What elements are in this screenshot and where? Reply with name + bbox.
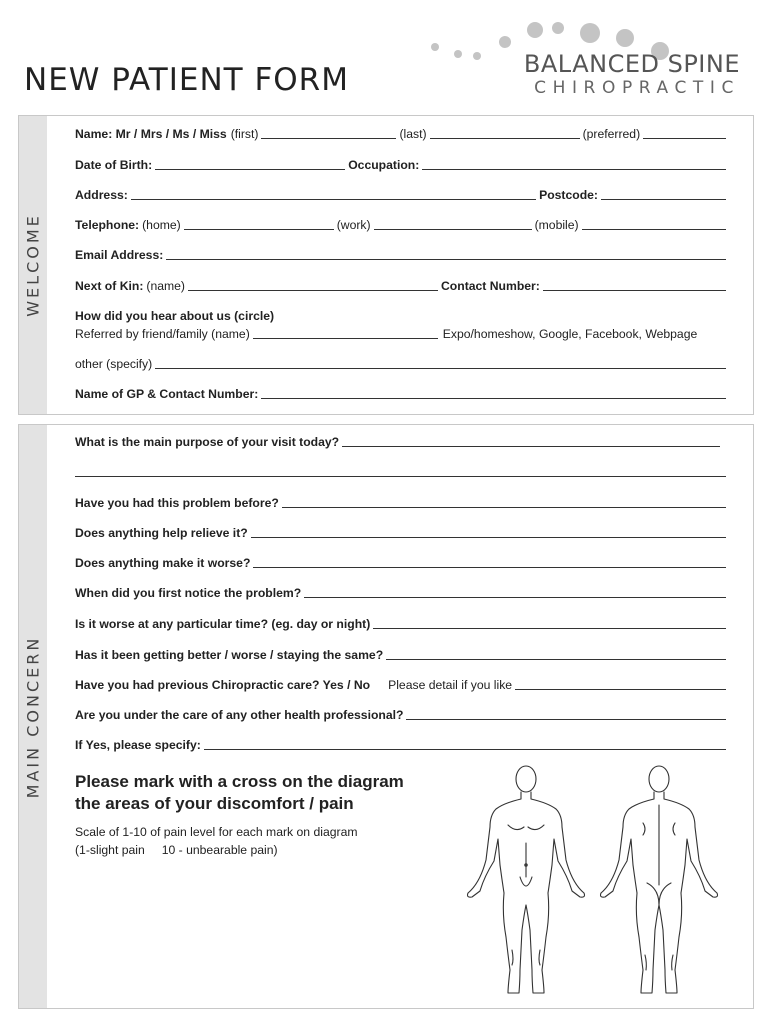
first-notice-label: When did you first notice the problem?	[75, 586, 302, 600]
address-field[interactable]	[131, 199, 536, 200]
pain-scale-line-1: Scale of 1-10 of pain level for each mark on diagram	[75, 825, 358, 839]
diagram-heading	[75, 771, 404, 815]
relieve-row	[75, 526, 729, 540]
specify-label: If Yes, please specify:	[75, 738, 201, 752]
dob-field[interactable]	[155, 169, 345, 170]
trend-field[interactable]	[386, 659, 726, 660]
pain-scale-line-2: (1-slight pain 10 - unbearable pain)	[75, 843, 278, 857]
referral-name-field[interactable]	[253, 338, 438, 339]
welcome-band	[19, 116, 47, 414]
body-front-figure[interactable]	[464, 765, 589, 1000]
name-row	[75, 127, 729, 141]
worse-time-field[interactable]	[373, 628, 726, 629]
referral-label: Referred by friend/family (name)	[75, 327, 250, 341]
preferred-name-label: (preferred)	[582, 127, 641, 141]
mobile-phone-label: (mobile)	[534, 218, 579, 232]
worse-row	[75, 556, 729, 570]
other-professional-label: Are you under the care of any other health professional?	[75, 708, 404, 722]
other-professional-field[interactable]	[406, 719, 726, 720]
next-of-kin-name-label: (name)	[146, 279, 185, 293]
hear-about-row	[75, 309, 729, 323]
relieve-field[interactable]	[251, 537, 726, 538]
page-title: NEW PATIENT FORM	[24, 62, 349, 98]
purpose-field[interactable]	[342, 446, 720, 447]
first-name-field[interactable]	[261, 138, 396, 139]
before-label: Have you had this problem before?	[75, 496, 279, 510]
purpose-field-2[interactable]	[75, 476, 726, 477]
last-name-field[interactable]	[430, 138, 580, 139]
other-source-label: other (specify)	[75, 357, 153, 371]
worse-time-label: Is it worse at any particular time? (eg. day or night)	[75, 617, 371, 631]
next-of-kin-name-field[interactable]	[188, 290, 438, 291]
purpose-label: What is the main purpose of your visit today?	[75, 435, 340, 449]
purpose-row	[75, 435, 723, 449]
postcode-field[interactable]	[601, 199, 726, 200]
email-label: Email Address:	[75, 248, 164, 262]
worse-time-row	[75, 617, 729, 631]
telephone-row	[75, 218, 729, 232]
telephone-label: Telephone:	[75, 218, 140, 232]
trend-label: Has it been getting better / worse / staying the same?	[75, 648, 384, 662]
first-notice-row	[75, 586, 729, 600]
mobile-phone-field[interactable]	[582, 229, 726, 230]
chiro-row	[75, 678, 729, 692]
specify-field[interactable]	[204, 749, 726, 750]
main-concern-section	[18, 424, 754, 1009]
postcode-label: Postcode:	[539, 188, 598, 202]
last-name-label: (last)	[399, 127, 427, 141]
main-concern-band	[19, 425, 47, 1008]
worse-field[interactable]	[253, 567, 726, 568]
logo-line-1: BALANCED SPINE	[523, 50, 740, 78]
gp-label: Name of GP & Contact Number:	[75, 387, 259, 401]
relieve-label: Does anything help relieve it?	[75, 526, 248, 540]
hear-about-label: How did you hear about us (circle)	[75, 309, 275, 323]
other-source-field[interactable]	[155, 368, 726, 369]
diagram-heading-line-1: Please mark with a cross on the diagram	[75, 772, 404, 791]
dob-row	[75, 158, 729, 172]
logo-line-2: CHIROPRACTIC	[534, 78, 740, 98]
next-of-kin-label: Next of Kin:	[75, 279, 144, 293]
email-row	[75, 248, 729, 262]
body-back-figure[interactable]	[597, 765, 722, 1000]
welcome-section	[18, 115, 754, 415]
home-phone-field[interactable]	[184, 229, 334, 230]
name-label: Name: Mr / Mrs / Ms / Miss	[75, 127, 227, 141]
next-of-kin-row	[75, 279, 729, 293]
referral-row	[75, 327, 729, 341]
purpose-row-2	[75, 465, 729, 479]
pain-scale-note	[75, 823, 358, 859]
occupation-label: Occupation:	[348, 158, 420, 172]
contact-number-label: Contact Number:	[441, 279, 540, 293]
work-phone-label: (work)	[336, 218, 371, 232]
before-row	[75, 496, 729, 510]
preferred-name-field[interactable]	[643, 138, 726, 139]
other-professional-row	[75, 708, 729, 722]
specify-row	[75, 738, 729, 752]
occupation-field[interactable]	[422, 169, 726, 170]
home-phone-label: (home)	[142, 218, 181, 232]
before-field[interactable]	[282, 507, 726, 508]
trend-row	[75, 648, 729, 662]
first-notice-field[interactable]	[304, 597, 726, 598]
source-options[interactable]: Expo/homeshow, Google, Facebook, Webpage	[442, 327, 698, 341]
worse-label: Does anything make it worse?	[75, 556, 251, 570]
first-name-label: (first)	[230, 127, 259, 141]
other-source-row	[75, 357, 729, 371]
chiro-detail-field[interactable]	[515, 689, 726, 690]
chiro-label[interactable]: Have you had previous Chiropractic care? Yes / No	[75, 678, 371, 692]
diagram-heading-line-2: the areas of your discomfort / pain	[75, 794, 354, 813]
address-label: Address:	[75, 188, 128, 202]
email-field[interactable]	[166, 259, 726, 260]
clinic-logo	[425, 20, 760, 110]
dob-label: Date of Birth:	[75, 158, 153, 172]
work-phone-field[interactable]	[374, 229, 532, 230]
main-concern-band-label: MAIN CONCERN	[23, 635, 43, 798]
address-row	[75, 188, 729, 202]
gp-row	[75, 387, 729, 401]
gp-field[interactable]	[261, 398, 726, 399]
contact-number-field[interactable]	[543, 290, 726, 291]
welcome-band-label: WELCOME	[23, 213, 43, 317]
chiro-detail-label: Please detail if you like	[388, 678, 513, 692]
